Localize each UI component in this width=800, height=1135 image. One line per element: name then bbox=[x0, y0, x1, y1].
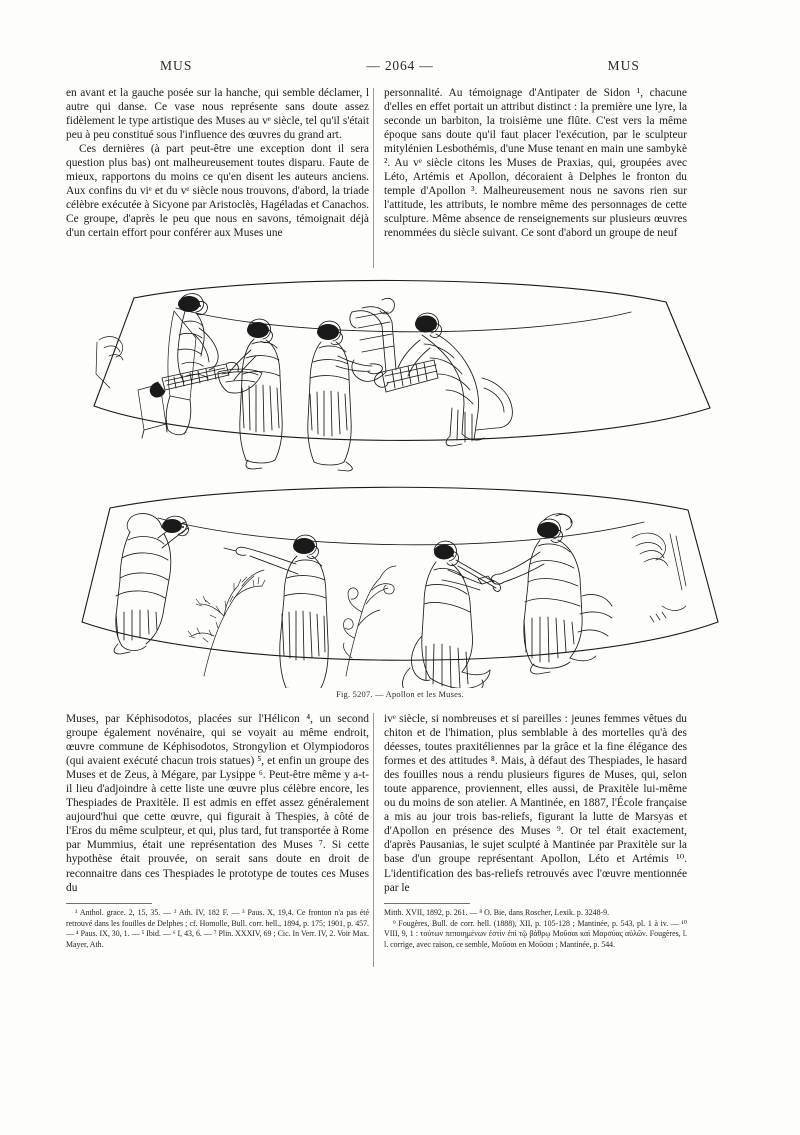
upper-band-ornament-left bbox=[96, 337, 123, 388]
muse-figure-standing-phiale bbox=[218, 319, 282, 469]
column-divider-notes bbox=[373, 905, 374, 967]
figure-caption-number: Fig. 5207. bbox=[336, 690, 373, 699]
muse-figure-bending-kithara bbox=[375, 313, 513, 446]
laurel-branch-left bbox=[188, 570, 265, 676]
aulos-player-seated bbox=[403, 541, 501, 688]
footnotes-right bbox=[384, 908, 687, 950]
muse-figure-standing-lyre bbox=[308, 298, 396, 471]
muse-figure-seated-lyre bbox=[138, 294, 238, 438]
column-divider-bottom bbox=[373, 713, 374, 911]
paragraph: Muses, par Képhisodotos, placées sur l'Hélicon ⁴, un second groupe également novénaire, qui se voyait au même endroit, œuvre commune de Képhisodotos, Strongylion et Olympiodoros (qui avaient exécuté chacun trois statues) ⁵, et enfin un groupe des Muses et de Zeus, à Mégare, par Lysippe ⁶. Peut-être même y a-t-il lieu d'adjoindre à cette liste une œuvre plus célèbre encore, les Thespiades de Praxitèle. Il est admis en effet assez généralement aujourd'hui que cette œuvre, qui figurait à Thespies, à côté de l'Eros du même sculpteur, et qui, plus tard, fut transportée à Rome par Mummius, était une représentation des Muses ⁷. Si cette hypothèse était prouvée, on serait sans doute en droit de reconnaitre dans ces Thespiades le prototype de toutes ces Muses du bbox=[66, 713, 369, 894]
muse-figure-pointing bbox=[224, 535, 328, 688]
running-head bbox=[66, 58, 734, 74]
paragraph: ivᵉ siècle, si nombreuses et si pareilles : jeunes femmes vêtues du chiton et de l'himation, plus semblable à des mortelles qu'à des déesses, toutes praxitéliennes par la grâce et la fine élégance des formes et des attitudes ⁸. Mais, à défaut des Thespiades, le hasard des fouilles nous a rendu plusieurs figures de Muses, qui, selon toute apparence, proviennent, elles aussi, de Praxitèle lui-même ou du moins de son atelier. A Mantinée, en 1887, l'École française a mis au jour trois bas-reliefs, figurant la lutte de Marsyas et d'Apollon en présence des Muses ⁹. Or tel était exactement, d'après Pausanias, le sujet sculpté à Mantinée par Praxitèle sur la base d'un groupe représentant Apollon, Léto et Artémis ¹⁰. L'identification des bas-reliefs retrouvés avec l'œuvre mentionnée par le bbox=[384, 713, 687, 894]
text-column-top-right bbox=[384, 86, 687, 241]
figure-caption-dash: — bbox=[375, 690, 384, 699]
figure-caption bbox=[66, 690, 734, 699]
lower-band-ornament-right bbox=[632, 533, 686, 622]
vase-band-drawing bbox=[66, 278, 734, 688]
running-head-right: MUS bbox=[607, 58, 641, 73]
footnote-entry: ¹ Anthol. grace. 2, 15, 35. — ² Ath. IV, 182 F. — ³ Paus. X, 19,4. Ce fronton n'a pas été retrouvé dans les fouilles de Delphes ; cf. Homolle, Bull. corr. hell., 1894, p. 175; 1901, p. 457. — ⁴ Paus. IX, 30, 1. — ⁵ Ibid. — ⁶ I, 43, 6. — ⁷ Plin. XXXIV, 69 ; Cic. In Verr. IV, 2. Voir Max. Mayer, Ath. bbox=[66, 908, 369, 949]
footnote-entry: ⁹ Fougères, Bull. de corr. hell. (1888), XII, p. 105-128 ; Mantinée, p. 543, pl. 1 à iv. — ¹⁰ VIII, 9, 1 : τούτων πεποιημένων ἐστὶν ἐπὶ τῷ βάθρῳ Μοῦσαι καὶ Μαρσύας αὐλῶν. Fougères, l. l. corrige, avec raison, ce semble, Μοῦσαι en Μοῦσαι ; Mantinée, p. 544. bbox=[384, 918, 687, 949]
muse-figure-veiled bbox=[114, 514, 188, 654]
text-column-bottom-right bbox=[384, 712, 687, 895]
footnote-entry: Mitth. XVII, 1892, p. 261. — ⁸ O. Bie, dans Roscher, Lexik. p. 3248-9. bbox=[384, 908, 610, 917]
paragraph: Ces dernières (à part peut-être une exception dont il sera question plus bas) ont malheureusement toutes disparu. Faute de mieux, rapportons du moins ce qu'en disent les auteurs anciens. Aux confins du viᵉ et du vᵉ siècle nous trouvons, d'abord, la triade célèbre exécutée à Sicyone par Aristoclès, Hagéladas et Canachos. Ce groupe, d'après le peu que nous en savons, témoignait déjà d'un certain effort pour conférer aux Muses une bbox=[66, 143, 369, 240]
running-head-left: MUS bbox=[159, 58, 193, 73]
text-column-top-left bbox=[66, 86, 369, 241]
footnote-rule-right bbox=[384, 903, 470, 904]
figure-caption-text: Apollon et les Muses. bbox=[385, 690, 464, 699]
text-column-bottom-left bbox=[66, 712, 369, 895]
paragraph: personnalité. Au témoignage d'Antipater de Sidon ¹, chacune d'elles en effet portait un attribut distinct : la première une lyre, la seconde un barbiton, la troisième une flûte. C'est vers la même époque sans doute qu'il faut placer l'exécution, par le sculpteur mitylénien Lesbothémis, d'une Muse tenant en main une sambykè ². Au vᵉ siècle citons les Muses de Praxias, qui, groupées avec Léto, Artémis et Apollon, décoraient à Delphes le fronton du temple d'Apollon ³. Malheureusement nous ne savons rien sur l'attitude, les attributs, le nombre même des personnages de cette sculpture. Même absence de renseignements sur plusieurs œuvres renommées du siècle suivant. Ce sont d'abord un groupe de neuf bbox=[384, 87, 687, 240]
footnote-rule-left bbox=[66, 903, 152, 904]
figure-apollon-et-les-muses bbox=[66, 278, 734, 708]
paragraph: en avant et la gauche posée sur la hanche, qui semble déclamer, l autre qui danse. Ce vase nous représente sans doute assez fidèlement le type artistique des Muses au vᵉ siècle, tel qu'il s'était peu à peu constitué sous l'influence des œuvres du grand art. bbox=[66, 87, 369, 142]
column-divider-top bbox=[373, 88, 374, 268]
footnotes-left bbox=[66, 908, 369, 950]
running-head-center: — 2064 — bbox=[366, 58, 434, 73]
lower-band-frame bbox=[82, 487, 718, 660]
